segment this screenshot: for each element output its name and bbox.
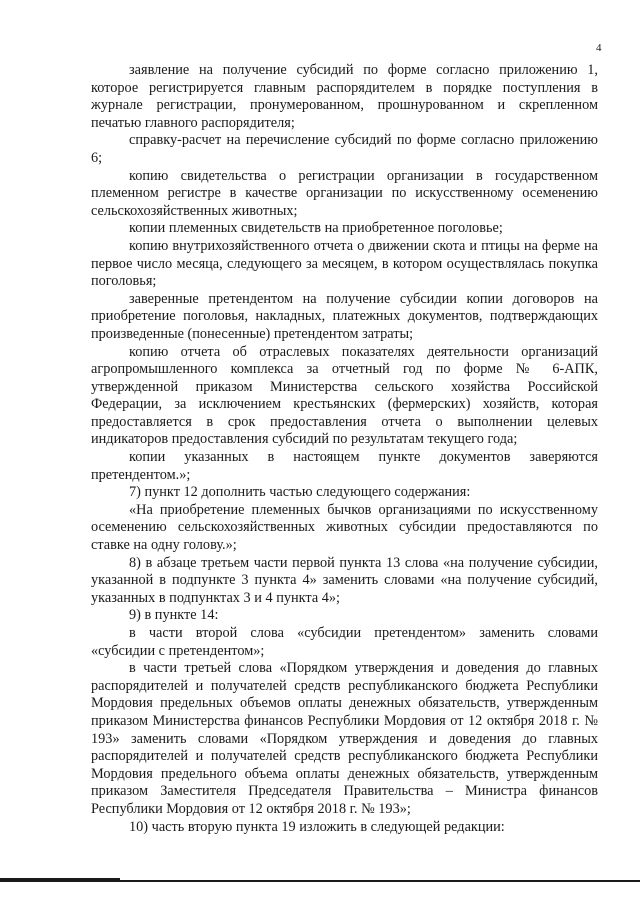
paragraph: копии указанных в настоящем пункте документов заверяются претендентом.»; xyxy=(91,449,598,483)
paragraph: 10) часть вторую пункта 19 изложить в следующей редакции: xyxy=(129,818,505,835)
footer-divider-thick xyxy=(0,878,120,882)
document-body xyxy=(91,62,598,836)
paragraph: «На приобретение племенных бычков организациями по искусственному осеменению сельскохозяйственных животных субсидии предоставляются по ставке на одну голову.»; xyxy=(91,501,598,554)
paragraph: копии племенных свидетельств на приобретенное поголовье; xyxy=(129,220,503,237)
paragraph: 8) в абзаце третьем части первой пункта 13 слова «на получение субсидии, указанной в подпункте 3 пункта 4» заменить словами «на получение субсидий, указанных в подпунктах 3 и 4 пункта 4»; xyxy=(91,554,598,606)
paragraph: копию отчета об отраслевых показателях деятельности организаций агропромышленного комплекса за отчетный год по форме № 6-АПК, утвержденной приказом Министерства сельского хозяйства Российской Федерации, за исключением крестьянских (фермерских) хозяйств, которая предоставляется в срок предоставления отчета о выполнении целевых индикаторов предоставления субсидий по результатам текущего года; xyxy=(91,343,598,448)
paragraph: копию внутрихозяйственного отчета о движении скота и птицы на ферме на первое число месяца, следующего за месяцем, в котором осуществлялась покупка поголовья; xyxy=(91,237,598,290)
paragraph: в части второй слова «субсидии претендентом» заменить словами «субсидии с претендентом»; xyxy=(91,625,598,659)
paragraph: заверенные претендентом на получение субсидии копии договоров на приобретение поголовья, накладных, платежных документов, подтверждающих произведенные (понесенные) претендентом затраты; xyxy=(91,290,598,342)
page-number: 4 xyxy=(596,42,602,54)
paragraph: копию свидетельства о регистрации организации в государственном племенном регистре в качестве организации по искусственному осеменению сельскохозяйственных животных; xyxy=(91,167,598,219)
paragraph: в части третьей слова «Порядком утверждения и доведения до главных распорядителей и получателей средств республиканского бюджета Республики Мордовия предельных объемов оплаты денежных обязательств, утвержденным приказом Министерства финансов Республики Мордовия от 12 октября 2018 г. № 193» заменить словами «Порядком утверждения и доведения до главных распорядителей и получателей средств республиканского бюджета Республики Мордовия предельного объема оплаты денежных обязательств, утвержденным приказом Заместителя Председателя Правительства – Министра финансов Республики Мордовия от 12 октября 2018 г. № 193»; xyxy=(91,660,598,817)
paragraph: справку-расчет на перечисление субсидий по форме согласно приложению 6; xyxy=(91,132,598,166)
paragraph: заявление на получение субсидий по форме согласно приложению 1, которое регистрируется главным распорядителем в порядке поступления в журнале регистрации, пронумерованном, прошнурованном и скрепленном печатью главного распорядителя; xyxy=(91,62,598,131)
paragraph: 7) пункт 12 дополнить частью следующего содержания: xyxy=(129,484,471,501)
paragraph: 9) в пункте 14: xyxy=(129,607,219,624)
